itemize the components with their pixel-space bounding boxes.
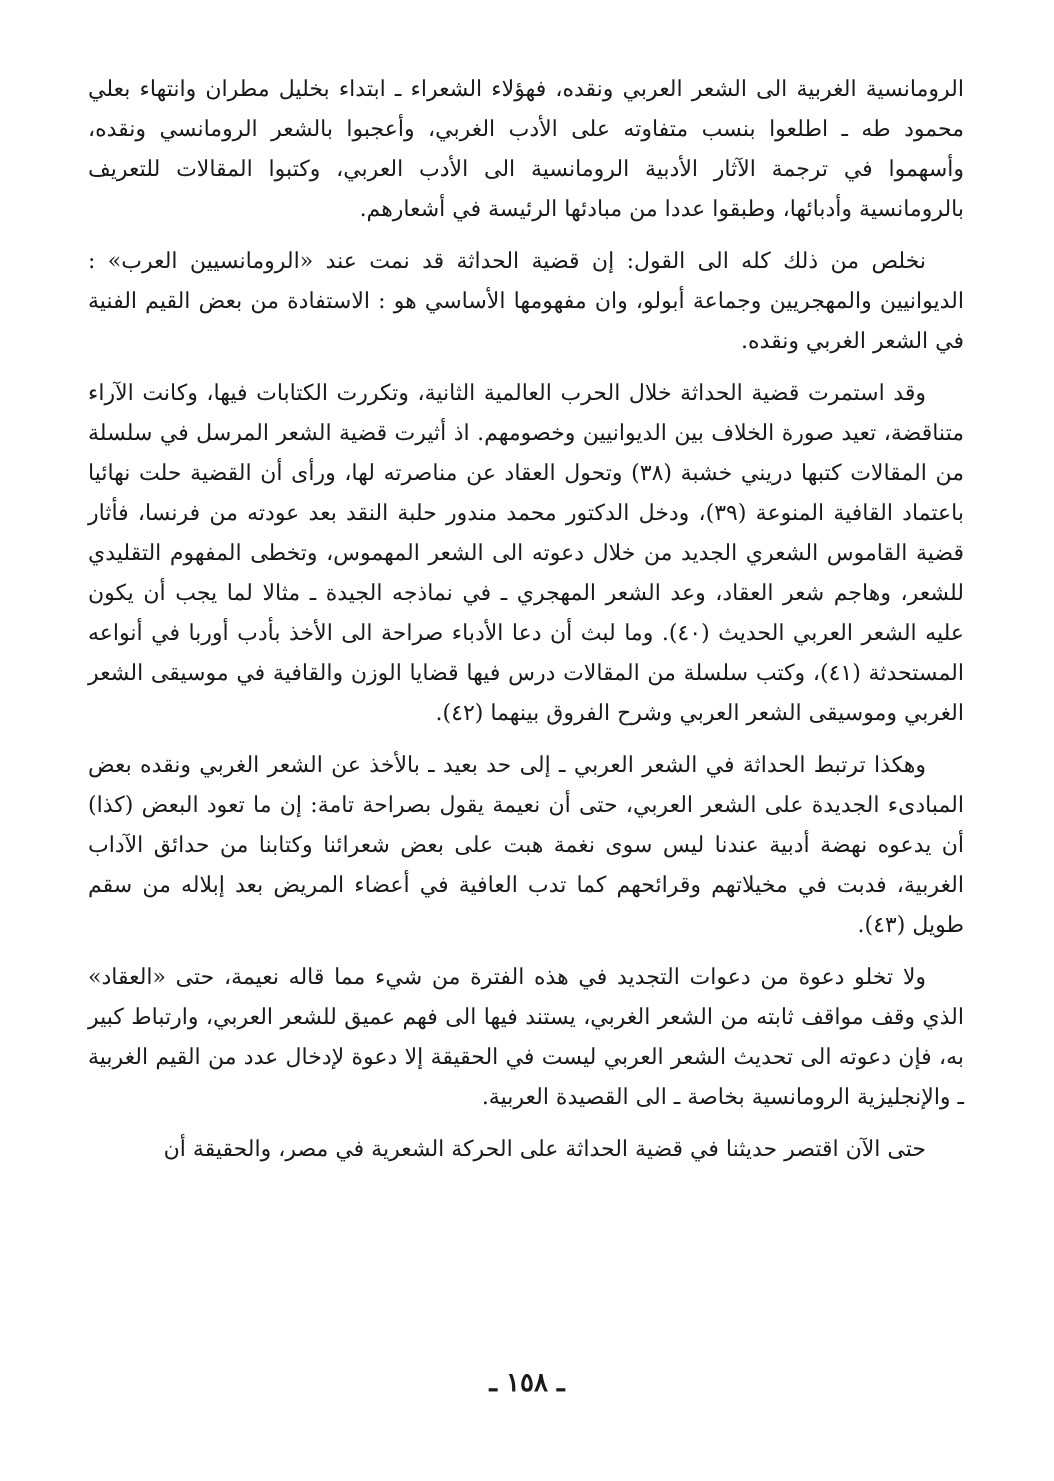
paragraph-5: ولا تخلو دعوة من دعوات التجديد في هذه الفترة من شيء مما قاله نعيمة، حتى «العقاد» الذي وقف مواقف ثابته من الشعر الغربي، يستند فيها الى فهم عميق للشعر العربي، وارتباط كبير به، فإن دعوته الى تحديث الشعر العربي ليست في الحقيقة إلا دعوة لإدخال عدد من القيم الغربية ـ والإنجليزية الرومانسية بخاصة ـ الى القصيدة العربية. — [88, 965, 964, 1110]
page-number: ـ ١٥٨ ـ — [489, 1368, 565, 1398]
paragraph-6: حتى الآن اقتصر حديثنا في قضية الحداثة على الحركة الشعرية في مصر، والحقيقة أن — [163, 1137, 926, 1162]
paragraph-4: وهكذا ترتبط الحداثة في الشعر العربي ـ إلى حد بعيد ـ بالأخذ عن الشعر الغربي ونقده بعض المبادىء الجديدة على الشعر العربي، حتى أن نعيمة يقول بصراحة تامة: إن ما تعود البعض (كذا) أن يدعوه نهضة أدبية عندنا ليس سوى نغمة هبت على بعض شعرائنا وكتابنا من حدائق الآداب الغربية، فدبت في مخيلاتهم وقرائحهم كما تدب العافية في أعضاء المريض بعد إبلاله من سقم طويل (٤٣). — [88, 753, 964, 938]
body-text — [88, 70, 964, 1182]
paragraph-2: نخلص من ذلك كله الى القول: إن قضية الحداثة قد نمت عند «الرومانسيين العرب» : الديوانيين والمهجريين وجماعة أبولو، وان مفهومها الأساسي هو : الاستفادة من بعض القيم الفنية في الشعر الغربي ونقده. — [88, 249, 964, 354]
paragraph-1: الرومانسية الغربية الى الشعر العربي ونقده، فهؤلاء الشعراء ـ ابتداء بخليل مطران وانتهاء بعلي محمود طه ـ اطلعوا بنسب متفاوته على الأدب الغربي، وأعجبوا بالشعر الرومانسي ونقده، وأسهموا في ترجمة الآثار الأدبية الرومانسية الى الأدب العربي، وكتبوا المقالات للتعريف بالرومانسية وأدبائها، وطبقوا عددا من مبادئها الرئيسة في أشعارهم. — [88, 77, 964, 222]
paragraph-3: وقد استمرت قضية الحداثة خلال الحرب العالمية الثانية، وتكررت الكتابات فيها، وكانت الآراء متناقضة، تعيد صورة الخلاف بين الديوانيين وخصومهم. اذ أثيرت قضية الشعر المرسل في سلسلة من المقالات كتبها دريني خشبة (٣٨) وتحول العقاد عن مناصرته لها، ورأى أن القضية حلت نهائيا باعتماد القافية المنوعة (٣٩)، ودخل الدكتور محمد مندور حلبة النقد بعد عودته من فرنسا، فأثار قضية القاموس الشعري الجديد من خلال دعوته الى الشعر المهموس، وتخطى المفهوم التقليدي للشعر، وهاجم شعر العقاد، وعد الشعر المهجري ـ في نماذجه الجيدة ـ مثالا لما يجب أن يكون عليه الشعر العربي الحديث (٤٠). وما لبث أن دعا الأدباء صراحة الى الأخذ بأدب أوربا في أنواعه المستحدثة (٤١)، وكتب سلسلة من المقالات درس فيها قضايا الوزن والقافية في موسيقى الشعر الغربي وموسيقى الشعر العربي وشرح الفروق بينهما (٤٢). — [88, 381, 964, 726]
